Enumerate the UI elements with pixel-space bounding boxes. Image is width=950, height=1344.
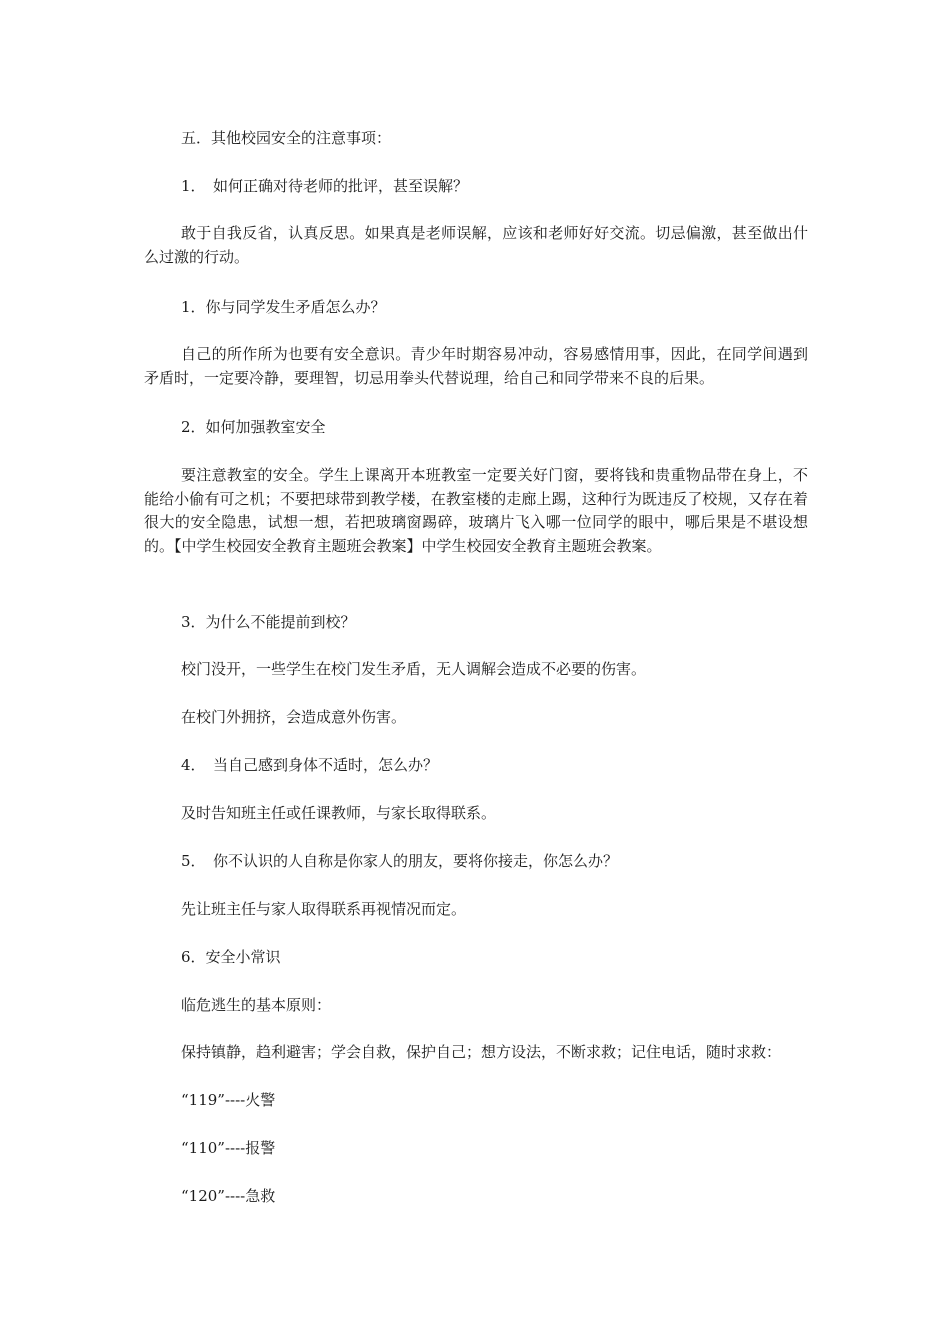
safety-tips-heading: 6．安全小常识 bbox=[181, 948, 281, 966]
answer-early-arrival-1: 校门没开，一些学生在校门发生矛盾，无人调解会造成不必要的伤害。 bbox=[181, 660, 647, 678]
question-classroom: 2．如何加强教室安全 bbox=[181, 418, 326, 436]
question-stranger: 5． 你不认识的人自称是你家人的朋友，要将你接走，你怎么办？ bbox=[181, 852, 619, 870]
question-unwell: 4． 当自己感到身体不适时，怎么办？ bbox=[181, 756, 439, 774]
phone-fire: “119”----火警 bbox=[181, 1091, 276, 1109]
phone-ambulance: “120”----急救 bbox=[181, 1187, 276, 1205]
answer-1: 敢于自我反省，认真反思。如果真是老师误解，应该和老师好好交流。切忌偏激，甚至做出什么过激的行动。 bbox=[144, 224, 808, 266]
question-early-arrival: 3．为什么不能提前到校？ bbox=[181, 613, 356, 631]
answer-stranger: 先让班主任与家人取得联系再视情况而定。 bbox=[181, 900, 467, 918]
answer-conflict: 自己的所作所为也要有安全意识。青少年时期容易冲动，容易感情用事，因此，在同学间遇到矛盾时，一定要冷静，要理智，切忌用拳头代替说理，给自己和同学带来不良的后果。 bbox=[144, 345, 808, 387]
escape-principles: 保持镇静，趋利避害；学会自救，保护自己；想方设法，不断求救；记住电话，随时求救： bbox=[181, 1043, 782, 1061]
answer-classroom: 要注意教室的安全。学生上课离开本班教室一定要关好门窗，要将钱和贵重物品带在身上，不能给小偷有可之机；不要把球带到教学楼，在教室楼的走廊上踢，这种行为既违反了校规，又存在着很大的安全隐患，试想一想，若把玻璃窗踢碎，玻璃片飞入哪一位同学的眼中，哪后果是不堪设想的。【中学生校园安全教育主题班会教案】中学生校园安全教育主题班会教案。 bbox=[144, 466, 808, 555]
question-conflict: 1．你与同学发生矛盾怎么办？ bbox=[181, 298, 386, 316]
phone-police: “110”----报警 bbox=[181, 1139, 276, 1157]
question-1: 1． 如何正确对待老师的批评，甚至误解？ bbox=[181, 177, 469, 195]
section-heading: 五．其他校园安全的注意事项： bbox=[181, 129, 392, 147]
answer-early-arrival-2: 在校门外拥挤，会造成意外伤害。 bbox=[181, 708, 407, 726]
escape-principles-heading: 临危逃生的基本原则： bbox=[181, 996, 332, 1014]
answer-unwell: 及时告知班主任或任课教师，与家长取得联系。 bbox=[181, 804, 497, 822]
